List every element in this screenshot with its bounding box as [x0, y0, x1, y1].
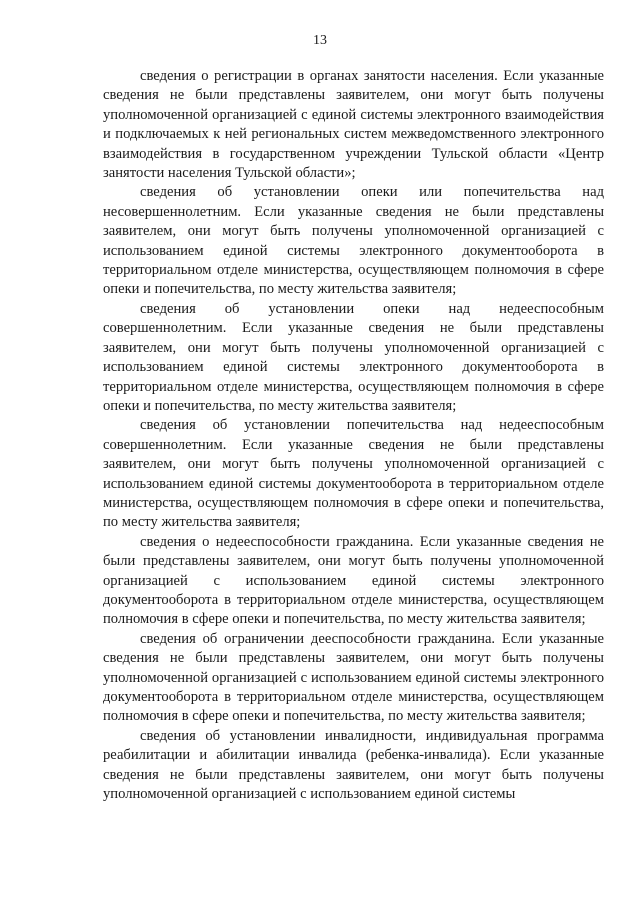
paragraph-limited-capacity: сведения об ограничении дееспособности гражданина. Если указанные сведения не были представлены заявителем, они могут быть получены уполномоченной организацией с использованием единой системы электронного документооборота в территориальном отделе министерства, осуществляющем полномочия в сфере опеки и попечительства, по месту жительства заявителя; — [103, 630, 604, 725]
paragraph-guardianship-incapacitated-adult: сведения об установлении опеки над недееспособным совершеннолетним. Если указанные сведения не были представлены заявителем, они могут быть получены уполномоченной организацией с использованием единой системы электронного документооборота в территориальном отделе министерства, осуществляющем полномочия в сфере опеки и попечительства, по месту жительства заявителя; — [103, 300, 604, 414]
document-body — [103, 67, 604, 804]
paragraph-disability: сведения об установлении инвалидности, индивидуальная программа реабилитации и абилитации инвалида (ребенка-инвалида). Если указанные сведения не были представлены заявителем, они могут быть получены уполномоченной организацией с использованием единой системы — [103, 727, 604, 803]
paragraph-incapacity: сведения о недееспособности гражданина. Если указанные сведения не были представлены заявителем, они могут быть получены уполномоченной организацией с использованием единой системы электронного документооборота в территориальном отделе министерства, осуществляющем полномочия в сфере опеки и попечительства, по месту жительства заявителя; — [103, 533, 604, 628]
paragraph-trusteeship-incapacitated-adult: сведения об установлении попечительства над недееспособным совершеннолетним. Если указанные сведения не были представлены заявителем, они могут быть получены уполномоченной организацией с использованием единой системы документооборота в территориальном отделе министерства, осуществляющем полномочия в сфере опеки и попечительства, по месту жительства заявителя; — [103, 417, 604, 531]
paragraph-employment-registration: сведения о регистрации в органах занятости населения. Если указанные сведения не были представлены заявителем, они могут быть получены уполномоченной организацией с единой системы электронного взаимодействия и подключаемых к ней региональных систем межведомственного электронного взаимодействия в государственном учреждении Тульской области «Центр занятости населения Тульской области»; — [103, 68, 604, 182]
paragraph-guardianship-minor: сведения об установлении опеки или попечительства над несовершеннолетним. Если указанные сведения не были представлены заявителем, они могут быть получены уполномоченной организацией с использованием единой системы электронного документооборота в территориальном отделе министерства, осуществляющем полномочия в сфере опеки и попечительства, по месту жительства заявителя; — [103, 184, 604, 298]
page-number: 13 — [313, 33, 327, 48]
